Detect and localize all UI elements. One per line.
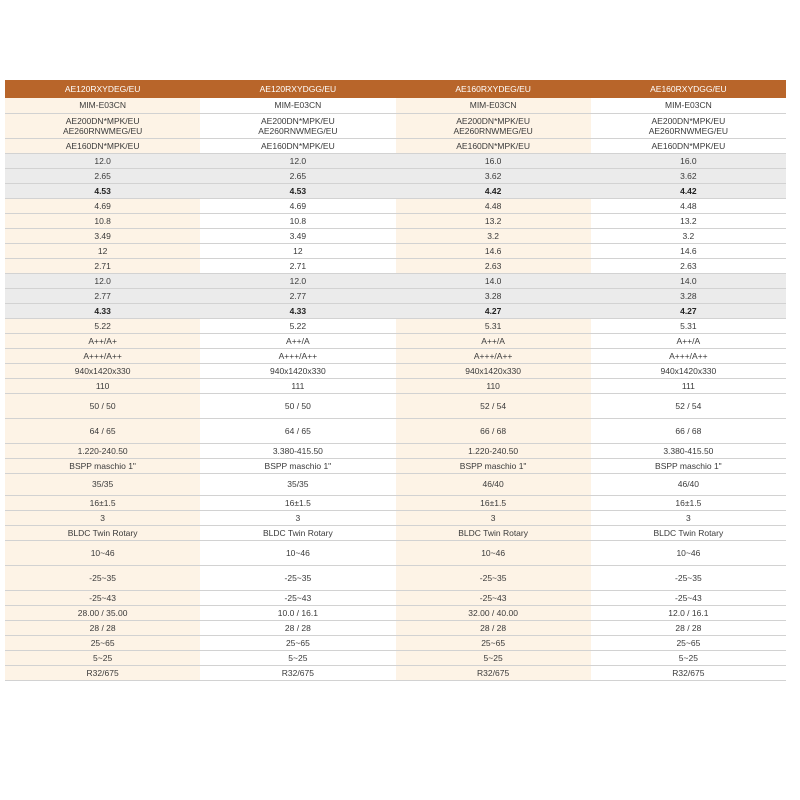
table-cell: A++/A [200, 333, 395, 348]
table-cell: 28 / 28 [591, 620, 786, 635]
table-cell: AE200DN*MPK/EU AE260RNWMEG/EU [591, 113, 786, 138]
table-cell: R32/675 [591, 665, 786, 680]
table-row [5, 198, 786, 213]
table-cell: 5~25 [5, 650, 200, 665]
table-cell: 3.28 [591, 288, 786, 303]
table-row [5, 525, 786, 540]
table-cell: 14.0 [396, 273, 591, 288]
table-cell: 12.0 [5, 153, 200, 168]
table-cell: -25~43 [5, 590, 200, 605]
table-cell: 12.0 [200, 153, 395, 168]
spec-table-body [5, 98, 786, 680]
spec-table [5, 80, 786, 681]
table-cell: 5.22 [5, 318, 200, 333]
table-cell: A+++/A++ [591, 348, 786, 363]
table-cell: R32/675 [200, 665, 395, 680]
table-row [5, 565, 786, 590]
table-cell: AE160DN*MPK/EU [200, 138, 395, 153]
table-cell: 940x1420x330 [200, 363, 395, 378]
table-cell: 64 / 65 [200, 418, 395, 443]
header-cell: AE120RXYDEG/EU [5, 80, 200, 98]
table-row [5, 443, 786, 458]
table-row [5, 348, 786, 363]
table-cell: -25~43 [396, 590, 591, 605]
table-row [5, 635, 786, 650]
table-cell: 4.69 [200, 198, 395, 213]
table-row [5, 378, 786, 393]
table-row [5, 510, 786, 525]
table-cell: 28.00 / 35.00 [5, 605, 200, 620]
table-cell: 12 [200, 243, 395, 258]
table-cell: 2.63 [396, 258, 591, 273]
table-cell: 3 [591, 510, 786, 525]
table-row [5, 258, 786, 273]
table-cell: AE200DN*MPK/EU AE260RNWMEG/EU [5, 113, 200, 138]
table-cell: BSPP maschio 1" [591, 458, 786, 473]
table-row [5, 620, 786, 635]
header-cell: AE160RXYDEG/EU [396, 80, 591, 98]
table-cell: 4.42 [591, 183, 786, 198]
table-cell: 46/40 [396, 473, 591, 495]
table-cell: 5~25 [396, 650, 591, 665]
table-cell: AE200DN*MPK/EU AE260RNWMEG/EU [396, 113, 591, 138]
table-cell: 3.62 [591, 168, 786, 183]
table-cell: -25~35 [200, 565, 395, 590]
table-cell: 35/35 [5, 473, 200, 495]
table-cell: -25~35 [396, 565, 591, 590]
table-cell: 16.0 [396, 153, 591, 168]
table-cell: -25~43 [200, 590, 395, 605]
table-cell: 46/40 [591, 473, 786, 495]
table-cell: 4.53 [200, 183, 395, 198]
table-cell: 35/35 [200, 473, 395, 495]
table-cell: 10~46 [396, 540, 591, 565]
table-cell: 5~25 [200, 650, 395, 665]
table-cell: 111 [591, 378, 786, 393]
table-cell: 10~46 [591, 540, 786, 565]
table-row [5, 153, 786, 168]
table-row [5, 138, 786, 153]
header-cell: AE160RXYDGG/EU [591, 80, 786, 98]
table-cell: 12.0 [5, 273, 200, 288]
table-cell: AE200DN*MPK/EU AE260RNWMEG/EU [200, 113, 395, 138]
table-cell: 25~65 [200, 635, 395, 650]
table-cell: 66 / 68 [591, 418, 786, 443]
table-cell: 2.71 [200, 258, 395, 273]
table-cell: 32.00 / 40.00 [396, 605, 591, 620]
table-row [5, 418, 786, 443]
table-cell: BLDC Twin Rotary [396, 525, 591, 540]
table-cell: 4.27 [591, 303, 786, 318]
header-cell: AE120RXYDGG/EU [200, 80, 395, 98]
table-cell: 2.77 [200, 288, 395, 303]
table-cell: 2.63 [591, 258, 786, 273]
table-cell: 13.2 [591, 213, 786, 228]
table-cell: MIM-E03CN [5, 98, 200, 113]
table-cell: BSPP maschio 1" [200, 458, 395, 473]
table-cell: 4.33 [5, 303, 200, 318]
table-cell: 12 [5, 243, 200, 258]
table-row [5, 303, 786, 318]
table-cell: 16.0 [591, 153, 786, 168]
table-cell: 4.48 [396, 198, 591, 213]
table-cell: 3.28 [396, 288, 591, 303]
table-cell: BLDC Twin Rotary [200, 525, 395, 540]
table-row [5, 605, 786, 620]
table-row [5, 363, 786, 378]
table-cell: 5~25 [591, 650, 786, 665]
table-cell: R32/675 [396, 665, 591, 680]
table-cell: 16±1.5 [591, 495, 786, 510]
table-row [5, 183, 786, 198]
table-cell: 1.220-240.50 [5, 443, 200, 458]
table-cell: 13.2 [396, 213, 591, 228]
table-cell: 4.69 [5, 198, 200, 213]
table-cell: 14.6 [396, 243, 591, 258]
table-cell: 28 / 28 [200, 620, 395, 635]
table-row [5, 650, 786, 665]
table-cell: 3.380-415.50 [200, 443, 395, 458]
table-cell: -25~35 [591, 565, 786, 590]
table-cell: 110 [396, 378, 591, 393]
table-row [5, 458, 786, 473]
table-cell: 5.22 [200, 318, 395, 333]
table-cell: 4.27 [396, 303, 591, 318]
table-cell: 940x1420x330 [396, 363, 591, 378]
table-cell: A+++/A++ [5, 348, 200, 363]
table-cell: MIM-E03CN [591, 98, 786, 113]
table-row [5, 495, 786, 510]
table-cell: A+++/A++ [396, 348, 591, 363]
table-cell: 940x1420x330 [5, 363, 200, 378]
header-row [5, 80, 786, 98]
table-row [5, 168, 786, 183]
table-cell: 3 [396, 510, 591, 525]
table-cell: 14.6 [591, 243, 786, 258]
table-row [5, 318, 786, 333]
table-row [5, 98, 786, 113]
table-cell: 4.48 [591, 198, 786, 213]
table-cell: A++/A [591, 333, 786, 348]
table-cell: 66 / 68 [396, 418, 591, 443]
table-cell: 111 [200, 378, 395, 393]
table-cell: 25~65 [5, 635, 200, 650]
table-cell: 28 / 28 [5, 620, 200, 635]
table-cell: R32/675 [5, 665, 200, 680]
table-cell: 28 / 28 [396, 620, 591, 635]
table-cell: 52 / 54 [591, 393, 786, 418]
table-cell: 12.0 [200, 273, 395, 288]
table-cell: BLDC Twin Rotary [5, 525, 200, 540]
table-row [5, 540, 786, 565]
table-cell: 50 / 50 [5, 393, 200, 418]
table-cell: 10~46 [5, 540, 200, 565]
table-cell: 110 [5, 378, 200, 393]
table-cell: 4.53 [5, 183, 200, 198]
table-cell: 1.220-240.50 [396, 443, 591, 458]
table-cell: 2.65 [5, 168, 200, 183]
table-cell: AE160DN*MPK/EU [5, 138, 200, 153]
table-row [5, 473, 786, 495]
table-cell: 3.62 [396, 168, 591, 183]
table-cell: 3 [5, 510, 200, 525]
table-cell: 5.31 [591, 318, 786, 333]
table-cell: 10~46 [200, 540, 395, 565]
table-cell: 4.33 [200, 303, 395, 318]
table-cell: 940x1420x330 [591, 363, 786, 378]
table-row [5, 393, 786, 418]
table-cell: A+++/A++ [200, 348, 395, 363]
table-cell: A++/A [396, 333, 591, 348]
table-cell: 14.0 [591, 273, 786, 288]
table-cell: 3.49 [200, 228, 395, 243]
table-cell: BLDC Twin Rotary [591, 525, 786, 540]
table-cell: 5.31 [396, 318, 591, 333]
table-cell: 3.2 [396, 228, 591, 243]
table-cell: AE160DN*MPK/EU [591, 138, 786, 153]
table-cell: -25~35 [5, 565, 200, 590]
table-row [5, 213, 786, 228]
table-cell: 16±1.5 [200, 495, 395, 510]
table-cell: 3.49 [5, 228, 200, 243]
table-cell: 2.65 [200, 168, 395, 183]
table-cell: 52 / 54 [396, 393, 591, 418]
table-row [5, 333, 786, 348]
table-cell: -25~43 [591, 590, 786, 605]
table-cell: 2.77 [5, 288, 200, 303]
table-cell: BSPP maschio 1" [396, 458, 591, 473]
table-cell: 12.0 / 16.1 [591, 605, 786, 620]
table-cell: 25~65 [396, 635, 591, 650]
table-cell: 3.380-415.50 [591, 443, 786, 458]
table-cell: AE160DN*MPK/EU [396, 138, 591, 153]
table-row [5, 228, 786, 243]
table-cell: 10.8 [200, 213, 395, 228]
table-row [5, 590, 786, 605]
table-row [5, 113, 786, 138]
table-cell: 3 [200, 510, 395, 525]
table-row [5, 273, 786, 288]
table-cell: A++/A+ [5, 333, 200, 348]
table-cell: MIM-E03CN [396, 98, 591, 113]
table-cell: 3.2 [591, 228, 786, 243]
table-cell: 16±1.5 [396, 495, 591, 510]
table-cell: 50 / 50 [200, 393, 395, 418]
table-cell: 10.8 [5, 213, 200, 228]
table-cell: BSPP maschio 1" [5, 458, 200, 473]
table-row [5, 665, 786, 680]
table-cell: 4.42 [396, 183, 591, 198]
table-cell: 2.71 [5, 258, 200, 273]
table-cell: 10.0 / 16.1 [200, 605, 395, 620]
table-cell: MIM-E03CN [200, 98, 395, 113]
table-cell: 64 / 65 [5, 418, 200, 443]
table-row [5, 243, 786, 258]
table-cell: 25~65 [591, 635, 786, 650]
table-cell: 16±1.5 [5, 495, 200, 510]
table-row [5, 288, 786, 303]
